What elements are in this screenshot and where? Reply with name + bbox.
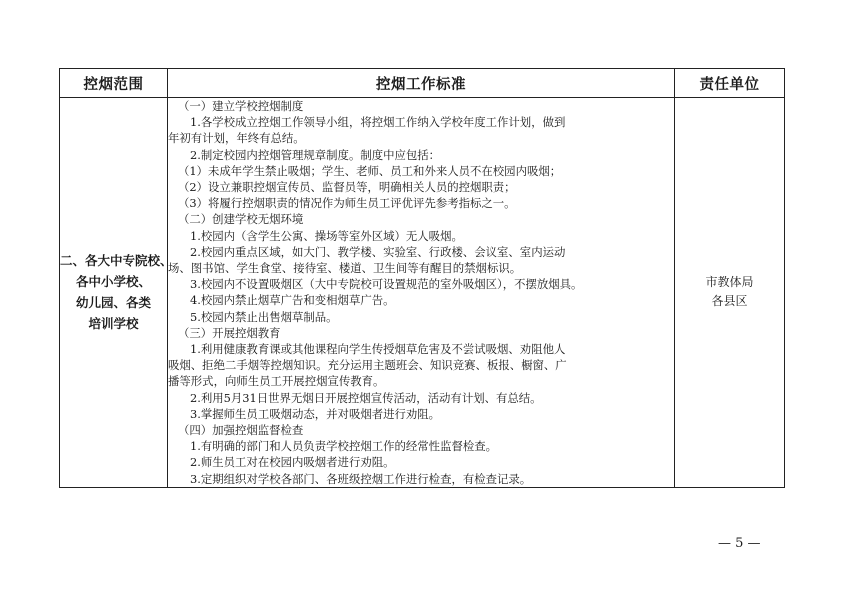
standard-line: 3.校园内不设置吸烟区（大中专院校可设置规范的室外吸烟区），不摆放烟具。 (190, 277, 583, 292)
tobacco-control-table (59, 68, 785, 488)
standard-line: 吸烟、拒绝二手烟等控烟知识。充分运用主题班会、知识竞赛、板报、橱窗、广 (168, 358, 567, 373)
table-header-row (60, 69, 785, 98)
standard-line: 年初有计划，年终有总结。 (168, 131, 305, 146)
header-unit: 责任单位 (675, 69, 785, 98)
standard-line: （三）开展控烟教育 (178, 325, 281, 340)
header-scope: 控烟范围 (60, 69, 168, 98)
unit-line: 各县区 (711, 294, 748, 309)
standard-line: 3.定期组织对学校各部门、各班级控烟工作进行检查，有检查记录。 (190, 471, 532, 486)
standard-line: 5.校园内禁止出售烟草制品。 (190, 309, 338, 324)
unit-line: 市教体局 (705, 275, 754, 290)
page-number: — 5 — (718, 536, 761, 551)
scope-cell (60, 98, 173, 488)
standard-line: 1.有明确的部门和人员负责学校控烟工作的经常性监督检查。 (190, 439, 498, 454)
standard-line: 3.掌握师生员工吸烟动态，并对吸烟者进行劝阻。 (190, 406, 441, 421)
standard-line: 场、图书馆、学生食堂、接待室、楼道、卫生间等有醒目的禁烟标识。 (168, 261, 522, 276)
header-standard: 控烟工作标准 (168, 69, 675, 98)
standard-line: （1）未成年学生禁止吸烟；学生、老师、员工和外来人员不在校园内吸烟； (178, 163, 562, 178)
unit-cell (675, 98, 785, 488)
standard-line: （四）加强控烟监督检查 (178, 423, 304, 438)
table-row (60, 98, 785, 488)
standard-line: 播等形式，向师生员工开展控烟宣传教育。 (168, 374, 385, 389)
standard-cell (168, 98, 675, 488)
scope-line: 二、各大中专院校、 (60, 253, 173, 269)
standard-line: 2.校园内重点区域，如大门、教学楼、实验室、行政楼、会议室、室内运动 (190, 244, 566, 259)
scope-line: 幼儿园、各类 (75, 295, 151, 311)
standard-line: 4.校园内禁止烟草广告和变相烟草广告。 (190, 293, 395, 308)
scope-line: 培训学校 (88, 316, 139, 332)
standard-line: （二）创建学校无烟环境 (178, 212, 304, 227)
standard-line: 2.利用5月31日世界无烟日开展控烟宣传活动，活动有计划、有总结。 (190, 390, 542, 405)
standard-line: 1.校园内（含学生公寓、操场等室外区域）无人吸烟。 (190, 228, 463, 243)
standard-line: 2.制定校园内控烟管理规章制度。制度中应包括： (190, 147, 441, 162)
standard-line: （3）将履行控烟职责的情况作为师生员工评优评先参考指标之一。 (178, 196, 516, 211)
standard-line: 1.各学校成立控烟工作领导小组，将控烟工作纳入学校年度工作计划，做到 (190, 115, 566, 130)
standard-line: （2）设立兼职控烟宣传员、监督员等，明确相关人员的控烟职责； (178, 180, 516, 195)
standard-line: 1.利用健康教育课或其他课程向学生传授烟草危害及不尝试吸烟、劝阻他人 (190, 342, 566, 357)
standard-line: 2.师生员工对在校园内吸烟者进行劝阻。 (190, 455, 395, 470)
standard-line: （一）建立学校控烟制度 (178, 99, 304, 113)
scope-line: 各中小学校、 (75, 274, 151, 290)
